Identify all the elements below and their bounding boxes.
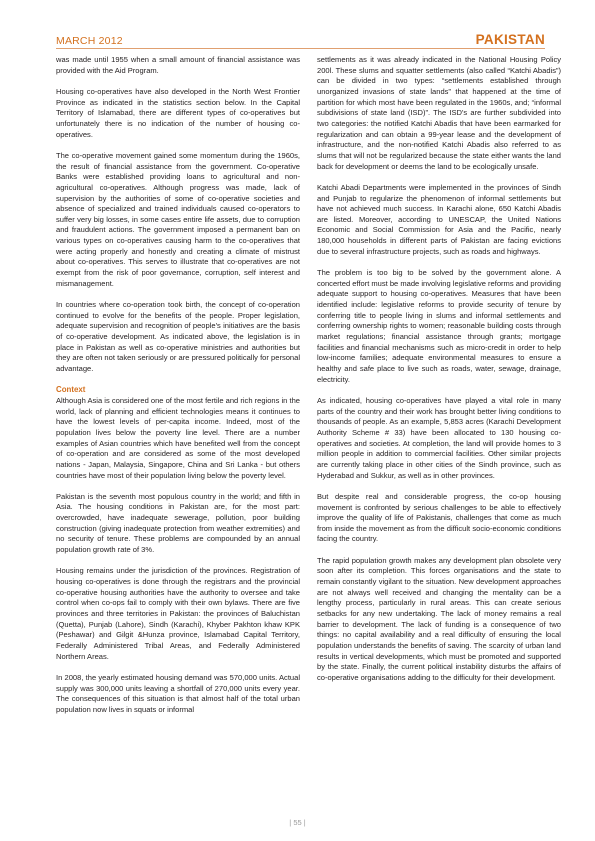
section-heading-context: Context — [56, 385, 86, 395]
paragraph: Housing remains under the jurisdiction of the provinces. Registration of housing co-operatives is done through the registrars and the provincial co-operative housing authorities have the authority to oversee and take control when co-ops fail to comply with their own bylaws. There are five provinces and three territories in Pakistan: the provinces of Baluchistan (Quetta), Punjab (Lahore), Sindh (Karachi), Khyber Pakhton khaw KPK (Peshawar) and Gilgit &Hunza province, Islamabad Capital Territory, Federally Administered Tribal Areas, and Federally Administered Northern Areas. — [56, 566, 300, 661]
page-number: | 55 | — [289, 818, 306, 827]
paragraph: The problem is too big to be solved by the government alone. A concerted effort must be made involving legislative reforms and providing adequate support to housing co-operatives. Measures that have been identified include: legislative reforms to provide security of tenure by conferring title to people living in slums and informal settlements and conferring ownership rights to women; reasonable building costs through market regulations; financial assistance through grants; mortgage facilities and financial mechanisms such as micro-credit in order to help low-income families; adequate environmental measures to ensure a healthy and safe place to live such as roads, water, sewage, drainage, electricity. — [317, 268, 562, 384]
paragraph: Katchi Abadi Departments were implemented in the provinces of Sindh and Punjab to regularize the phenomenon of informal settlements but have not achieved much success. In Karachi alone, 650 Katchi Abadis are listed. Moreover, according to UNESCAP, the United Nations Economic and Social Commission for Asia and the Pacific, nearly 180,000 households in different parts of Pakistan are facing evictions due to several infrastructure projects, such as roads and highways. — [317, 182, 561, 256]
country-title: PAKISTAN — [475, 32, 545, 47]
issue-date: MARCH 2012 — [56, 35, 123, 47]
paragraph: Although Asia is considered one of the most fertile and rich regions in the world, lack of planning and efficient technologies means it continues to have the lowest levels of per-capita income. Indeed, most of the population lives below the poverty line level. There are a number examples of Asian countries which have benefited well from the concept of co-operation and are considered as some of the most developed nations - Japan, Malaysia, Singapore, China and Sri Lanka - but others countries have most of their population living below the poverty level. — [56, 395, 300, 480]
paragraph: In 2008, the yearly estimated housing demand was 570,000 units. Actual supply was 300,000 units leaving a shortfall of 270,000 units every year. The consequences of this situation is that almost half of the total urban population now lives in squats or informal — [56, 672, 300, 714]
left-column — [56, 55, 300, 726]
paragraph: Pakistan is the seventh most populous country in the world; and fifth in Asia. The housing conditions in Pakistan are, for the most part: overcrowded, have inadequate sewerage, pollution, poor building construction (giving inadequate protection from weather extremities) and no security of tenure. These problems are compounded by an annual population growth rate of 3%. — [56, 491, 300, 555]
paragraph: was made until 1955 when a small amount of financial assistance was provided with the Aid Program. — [56, 55, 300, 75]
right-column — [317, 55, 561, 694]
paragraph: Housing co-operatives have also developed in the North West Frontier Province as indicated in the statistics section below. In the Capital Territory of Islamabad, there are different types of co-operatives but unfortunately there is no indication of the number of housing co-operatives. — [56, 86, 300, 139]
paragraph: The rapid population growth makes any development plan obsolete very soon after its completion. This forces organisations and the state to remain constantly vigilant to the situation. New development approaches are not always well received and changing the mentality can be a lengthy process, particularly in rural areas. This can create serious setbacks for any new undertaking. The lack of money remains a real barrier to development. The lack of funding is a consequence of two things: no capital availability and a real difficulty of ensuring the local population understands the benefits of saving. The scarcity of urban land results in vertical developments, which must be promoted and supported by the state. Finally, the current political instability disturbs the affairs of co-operative organisations adding to the difficulty for their development. — [317, 555, 561, 682]
header-rule — [56, 48, 545, 49]
paragraph: As indicated, housing co-operatives have played a vital role in many parts of the country and their work has brought better living conditions to thousands of people. As an example, 5,853 acres (Karachi Development Authority Scheme # 33) have been allocated to 130 housing co-operatives and societies. At completion, the land will provide homes to 3 million people in addition to commercial facilities. Other similar projects are currently taking place in other cities of the Sindh province, such as Hyderabad and Sukkur, as well as in other provinces. — [317, 395, 561, 480]
paragraph: But despite real and considerable progress, the co-op housing movement is confronted by serious challenges to be able to effectively improve the quality of life of Pakistanis, challenges that come as much from inside the movement as from the difficult socio-economic conditions facing the country. — [317, 491, 561, 544]
paragraph: The co-operative movement gained some momentum during the 1960s, the result of financial assistance from the government. Co-operative Banks were established providing loans to agricultural and non-agricultural co-operatives. Although progress was made, lack of supervision by the authorities of some of co-operative societies and absence of specialized and trained individuals caused co-operators to suffer very big losses, in some cases entire life assets, due to corruption and fraudulent actions. The government imposed a permanent ban on various types on co-operatives causing harm to the co-operatives that were acting properly and honestly and creating a climate of mistrust about co-operatives. This serves to illustrate that co-operatives are not exempt from the risk of poor governance, corruption, self interest and mismanagement. — [56, 150, 300, 288]
paragraph: settlements as it was already indicated in the National Housing Policy 200l. These slums and squatter settlements (also called “Katchi Abadis”) can be divided in two types: “settlements established through unorganized invasions of state lands” that happened at the time of partition for which most have been regulated in the 1960s, and; “informal subdivisions of state land (ISD)”. The ISD's are further subdivided into two categories: the notified Katchi Abadis that have been earmarked for regularization and can obtain a 99-year lease and the development of infrastructure, and the non-notified Katchi Abadis also referred to as slums that will not be regularized because the state either wants the land back for development or deems the land to be ecologically unsafe. — [317, 55, 561, 171]
paragraph: In countries where co-operation took birth, the concept of co-operation continued to evolve for the benefits of the people. Proper legislation, adequate supervision and recognition of people's initiatives are the basis of co-operative development. As indicated above, the legislation is in place in Pakistan as well as co-operative ministries and authorities but they are often not taken seriously or are pressured politically for personal advantage. — [56, 300, 300, 373]
